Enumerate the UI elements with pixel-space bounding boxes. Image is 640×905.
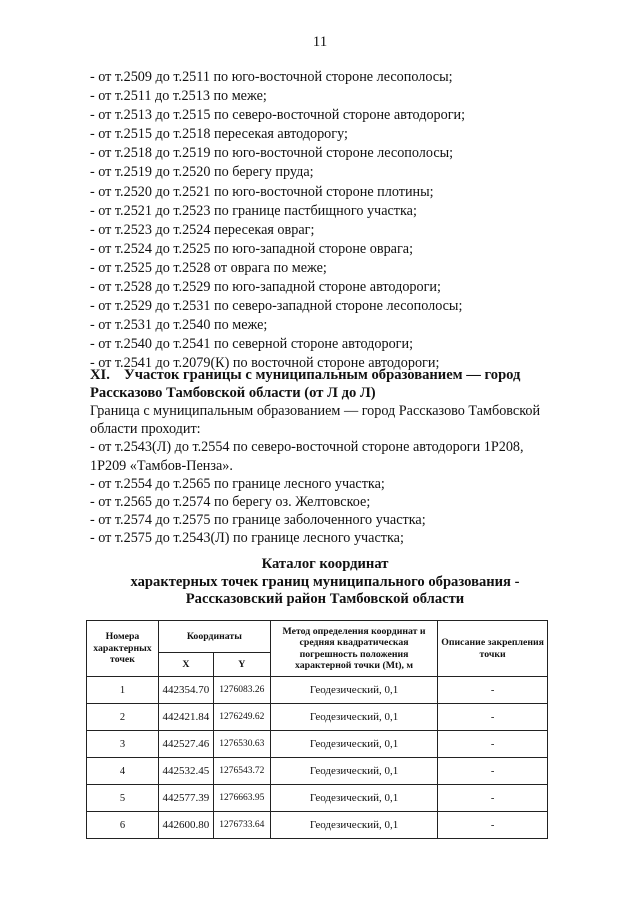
section-item: - от т.2565 до т.2574 по берегу оз. Желтовское;: [90, 494, 371, 511]
description-cell: -: [438, 677, 548, 704]
method-cell: Геодезический, 0,1: [270, 704, 437, 731]
section-item: - от т.2575 до т.2543(Л) по границе лесного участка;: [90, 530, 404, 547]
y-cell: 1276530.63: [213, 731, 270, 758]
boundary-item: - от т.2528 до т.2529 по юго-западной стороне автодороги;: [90, 279, 441, 296]
catalog-title-line: характерных точек границ муниципального образования -: [130, 573, 520, 590]
y-cell: 1276083.26: [213, 677, 270, 704]
x-cell: 442527.46: [158, 731, 213, 758]
method-cell: Геодезический, 0,1: [270, 731, 437, 758]
table-row: [87, 704, 548, 731]
point-number-cell: 6: [87, 812, 159, 839]
x-cell: 442354.70: [158, 677, 213, 704]
catalog-title-line: Каталог координат: [261, 556, 389, 572]
table-row: [87, 758, 548, 785]
description-cell: -: [438, 758, 548, 785]
method-cell: Геодезический, 0,1: [270, 677, 437, 704]
boundary-item: - от т.2541 до т.2079(К) по восточной стороне автодороги;: [90, 355, 440, 372]
boundary-item: - от т.2540 до т.2541 по северной стороне автодороги;: [90, 336, 414, 353]
coordinates-table: [86, 620, 548, 839]
point-number-cell: 1: [87, 677, 159, 704]
x-cell: 442600.80: [158, 812, 213, 839]
method-cell: Геодезический, 0,1: [270, 812, 437, 839]
table-row: [87, 731, 548, 758]
x-cell: 442532.45: [158, 758, 213, 785]
header-y: Y: [213, 653, 270, 677]
section-title: [90, 366, 560, 402]
description-cell: -: [438, 704, 548, 731]
section-intro: Граница с муниципальным образованием — город Рассказово Тамбовской области проходит:: [90, 403, 541, 438]
header-description: Описание закрепления точки: [438, 621, 548, 677]
boundary-item: - от т.2529 до т.2531 по северо-западной стороне лесополосы;: [90, 298, 463, 315]
x-cell: 442421.84: [158, 704, 213, 731]
header-method: Метод определения координат и средняя квадратическая погрешность положения характерной точки (Mt), м: [270, 621, 437, 677]
catalog-title-line: Рассказовский район Тамбовской области: [185, 591, 465, 607]
boundary-item: - от т.2518 до т.2519 по юго-восточной стороне лесополосы;: [90, 145, 454, 162]
section-body: [90, 402, 560, 548]
point-number-cell: 3: [87, 731, 159, 758]
header-point-numbers: Номера характерных точек: [87, 621, 159, 677]
table-row: [87, 812, 548, 839]
header-x: X: [158, 653, 213, 677]
boundary-item: - от т.2521 до т.2523 по границе пастбищного участка;: [90, 202, 417, 219]
point-number-cell: 5: [87, 785, 159, 812]
point-number-cell: 4: [87, 758, 159, 785]
table-row: [87, 785, 548, 812]
description-cell: -: [438, 812, 548, 839]
header-coordinates: Координаты: [158, 621, 270, 653]
point-number-cell: 2: [87, 704, 159, 731]
y-cell: 1276249.62: [213, 704, 270, 731]
method-cell: Геодезический, 0,1: [270, 785, 437, 812]
boundary-item: - от т.2520 до т.2521 по юго-восточной стороне плотины;: [90, 183, 434, 200]
x-cell: 442577.39: [158, 785, 213, 812]
section-list: [90, 438, 560, 547]
boundary-item: - от т.2531 до т.2540 по меже;: [90, 317, 268, 334]
boundary-item: - от т.2524 до т.2525 по юго-западной стороне оврага;: [90, 240, 414, 257]
description-cell: -: [438, 731, 548, 758]
section-item: - от т.2554 до т.2565 по границе лесного участка;: [90, 475, 385, 492]
boundary-list: [90, 68, 550, 374]
section-number: XI.: [90, 367, 110, 383]
table-row: [87, 677, 548, 704]
boundary-item: - от т.2523 до т.2524 пересекая овраг;: [90, 221, 315, 238]
y-cell: 1276543.72: [213, 758, 270, 785]
page-number: 11: [312, 34, 328, 50]
y-cell: 1276663.95: [213, 785, 270, 812]
boundary-item: - от т.2509 до т.2511 по юго-восточной стороне лесополосы;: [90, 69, 453, 85]
description-cell: -: [438, 785, 548, 812]
section-item: - от т.2574 до т.2575 по границе заболоченного участка;: [90, 512, 426, 529]
boundary-item: - от т.2519 до т.2520 по берегу пруда;: [90, 164, 314, 181]
method-cell: Геодезический, 0,1: [270, 758, 437, 785]
catalog-title: [90, 556, 560, 609]
boundary-item: - от т.2513 до т.2515 по северо-восточной стороне автодороги;: [90, 107, 466, 124]
boundary-item: - от т.2525 до т.2528 от оврага по меже;: [90, 259, 327, 276]
y-cell: 1276733.64: [213, 812, 270, 839]
section-title-text: Участок границы с муниципальным образованием — город Рассказово Тамбовской области (от Л до Л): [90, 367, 521, 401]
section-item: - от т.2543(Л) до т.2554 по северо-восточной стороне автодороги 1Р208, 1Р209 «Тамбов-Пенза».: [90, 439, 524, 474]
boundary-item: - от т.2511 до т.2513 по меже;: [90, 88, 267, 105]
boundary-item: - от т.2515 до т.2518 пересекая автодорогу;: [90, 126, 348, 143]
